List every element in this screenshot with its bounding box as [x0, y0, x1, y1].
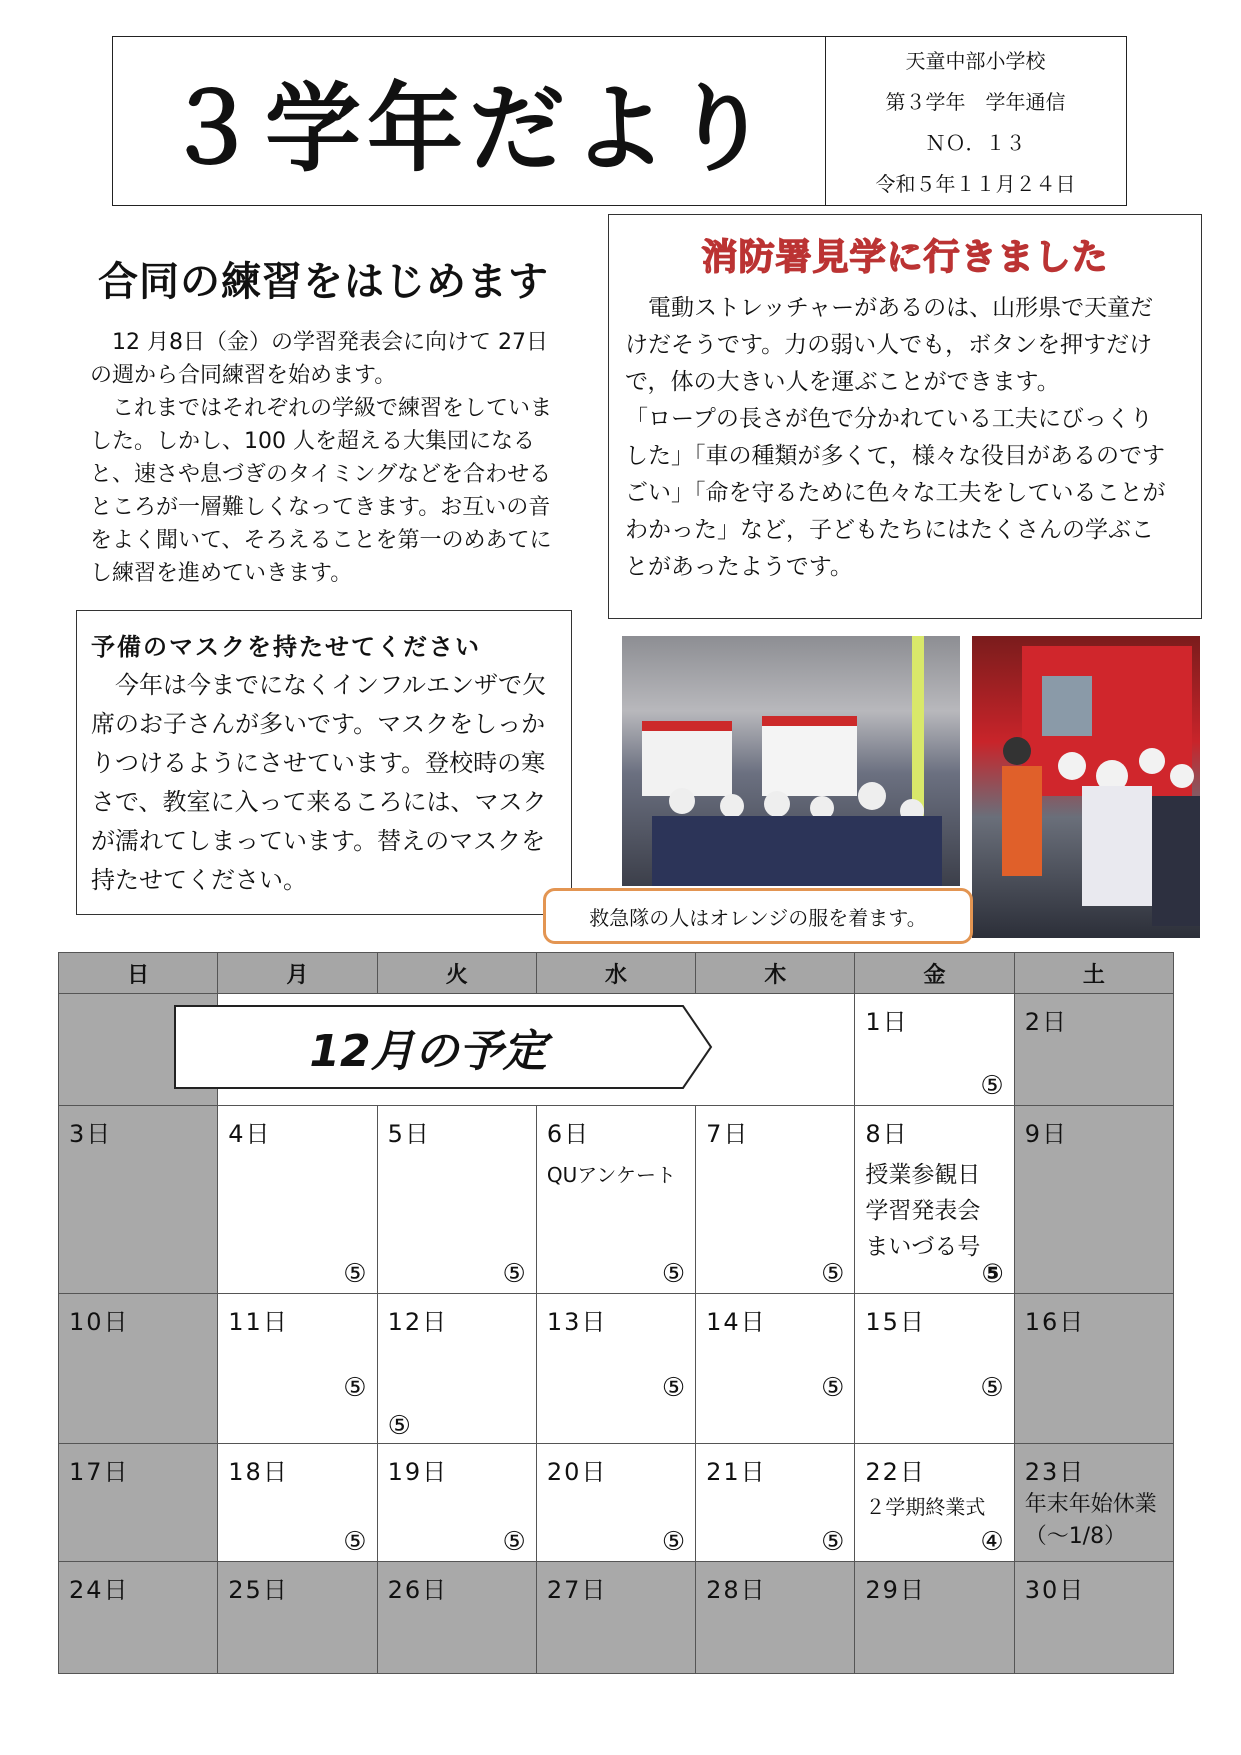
day-number: 15日: [865, 1308, 926, 1336]
day-number: 18日: [228, 1458, 289, 1486]
day-number: 11日: [228, 1308, 289, 1336]
day-number: 13日: [546, 1308, 608, 1336]
lesson-hours: ⑤: [821, 1527, 845, 1557]
calendar-cell: [696, 1294, 855, 1444]
day-number: 2日: [1024, 1008, 1068, 1036]
issue-number: ＮＯ．１３: [925, 131, 1026, 155]
calendar-cell: [1014, 1562, 1173, 1674]
fire-station-heading: 消防署見学に行きました: [701, 237, 1109, 278]
calendar-cell: [59, 1444, 218, 1562]
calendar-cell: [1014, 1294, 1173, 1444]
fire-station-line: 電動ストレッチャーがあるのは、山形県で天童だ: [625, 295, 1154, 321]
day-number: 20日: [546, 1458, 608, 1486]
calendar-week: [59, 1294, 1174, 1444]
calendar-cell: [696, 1444, 855, 1562]
weekday-header-row: [59, 953, 1174, 994]
event-text: [865, 1157, 1003, 1265]
calendar-cell: [1014, 1106, 1173, 1294]
day-number: 12日: [387, 1308, 449, 1336]
calendar-cell: [855, 1562, 1014, 1674]
fire-station-line: ごい」「命を守るために色々な工夫をしていることが: [625, 480, 1166, 506]
calendar-cell: [855, 1444, 1014, 1562]
weekday-sun: 日: [59, 953, 218, 994]
day-number: 6日: [546, 1120, 591, 1148]
mask-notice-heading: 予備のマスクを持たせてください: [91, 633, 481, 661]
day-number: 24日: [69, 1576, 130, 1604]
day-number: 5日: [387, 1120, 431, 1148]
calendar-cell: [377, 1562, 536, 1674]
calendar-week: [59, 1444, 1174, 1562]
lesson-hours: ⑤: [981, 1259, 1004, 1289]
day-number: 14日: [706, 1308, 767, 1336]
day-number: 23日: [1024, 1458, 1086, 1486]
calendar-cell: [536, 1294, 695, 1444]
newsletter-header: [112, 36, 1127, 206]
lesson-hours: ⑤: [661, 1373, 686, 1403]
plan-banner-text: 12月の予定: [309, 1026, 547, 1077]
weekday-thu: 木: [696, 953, 855, 994]
fire-station-line: 「ロープの長さが色で分かれている工夫にびっくり: [625, 406, 1153, 432]
calendar-cell: [1014, 1444, 1173, 1562]
calendar-cell: [59, 1106, 218, 1294]
lesson-hours: ⑤: [980, 1071, 1004, 1101]
mask-notice-body: 今年は今までになくインフルエンザで欠席のお子さんが多いです。マスクをしっかりつけるようにさせています。登校時の寒さで、教室に入って来るころには、マスクが濡れてしまっています。替えのマスクを持たせてください。: [91, 671, 547, 894]
issue-date: 令和５年１１月２４日: [875, 172, 1076, 196]
day-number: 3日: [69, 1120, 113, 1148]
lesson-hours: ④: [980, 1527, 1004, 1557]
event-text: QUアンケート: [546, 1163, 677, 1187]
lesson-hours: ⑤: [387, 1411, 411, 1441]
event-line: 学習発表会: [865, 1198, 981, 1224]
day-number: 9日: [1024, 1120, 1068, 1148]
calendar-cell: [377, 1294, 536, 1444]
fire-station-box: [608, 214, 1202, 619]
article-heading: 合同の練習をはじめます: [98, 259, 549, 305]
photo-caption-bubble: 救急隊の人はオレンジの服を着ます。: [543, 888, 973, 944]
day-number: 8日: [865, 1120, 909, 1148]
weekday-sat: 土: [1014, 953, 1173, 994]
day-number: 28日: [706, 1576, 767, 1604]
calendar-cell: [218, 1444, 377, 1562]
day-number: 1日: [865, 1008, 909, 1036]
photo-ambulances: [622, 636, 960, 886]
day-number: 16日: [1024, 1308, 1086, 1336]
weekday-mon: 月: [218, 953, 377, 994]
calendar-cell: [536, 1106, 695, 1294]
calendar-cell: [696, 1106, 855, 1294]
fire-station-line: した」「車の種類が多くて，様々な役目があるのです: [625, 443, 1166, 469]
calendar-cell: [218, 1106, 377, 1294]
calendar-cell: [855, 994, 1014, 1106]
day-number: 29日: [865, 1576, 926, 1604]
calendar-cell: [696, 1562, 855, 1674]
day-number: 19日: [387, 1458, 449, 1486]
day-number: 26日: [387, 1576, 449, 1604]
calendar-week: [59, 1106, 1174, 1294]
article-paragraph: これまではそれぞれの学級で練習をしていました。しかし、100 人を超える大集団になると、速さや息づぎのタイミングなどを合わせるところが一層難しくなってきます。お互いの音をよく聞いて、そろえることを第一のめあてにし練習を進めていきます。: [90, 396, 553, 586]
title-cell: [113, 37, 826, 205]
calendar-cell: [536, 1444, 695, 1562]
event-line: まいづる号: [865, 1234, 981, 1260]
calendar-cell: [536, 1562, 695, 1674]
lesson-hours: ⑤: [661, 1259, 686, 1289]
day-number: 17日: [69, 1458, 130, 1486]
fire-station-line: けだそうです。力の弱い人でも，ボタンを押すだけ: [625, 332, 1153, 358]
day-number: 21日: [706, 1458, 767, 1486]
calendar-cell: [1014, 994, 1173, 1106]
lesson-hours: ⑤: [821, 1259, 845, 1289]
calendar-cell: [377, 1444, 536, 1562]
calendar-cell: [59, 1562, 218, 1674]
weekday-fri: 金: [855, 953, 1014, 994]
lesson-hours: ⑤: [343, 1527, 367, 1557]
event-line: （～1/8）: [1024, 1524, 1127, 1549]
mask-notice-box: [76, 610, 572, 915]
event-line: 授業参観日: [865, 1162, 981, 1188]
fire-station-line: わかった」など，子どもたちにはたくさんの学ぶこ: [625, 517, 1154, 543]
calendar-cell: [218, 1562, 377, 1674]
lesson-hours: ⑤: [343, 1259, 367, 1289]
weekday-tue: 火: [377, 953, 536, 994]
day-number: 30日: [1024, 1576, 1086, 1604]
article-paragraph: 12 月8日（金）の学習発表会に向けて 27日の週から合同練習を始めます。: [90, 330, 548, 388]
fire-station-line: とがあったようです。: [625, 554, 853, 580]
article-body: [90, 326, 560, 590]
event-text: ２学期終業式: [865, 1495, 986, 1519]
calendar-cell: [855, 1106, 1014, 1294]
lesson-hours: ⑤: [661, 1527, 686, 1557]
newsletter-title: ３学年だより: [163, 72, 775, 185]
lesson-hours: ⑤: [343, 1373, 367, 1403]
photo-fire-truck: [972, 636, 1200, 938]
day-number: 25日: [228, 1576, 289, 1604]
day-number: 22日: [865, 1458, 926, 1486]
school-name: 天童中部小学校: [905, 49, 1046, 73]
lesson-hours: ⑤: [502, 1527, 526, 1557]
day-number: 27日: [546, 1576, 608, 1604]
day-number: 10日: [69, 1308, 130, 1336]
weekday-wed: 水: [536, 953, 695, 994]
calendar-cell: [855, 1294, 1014, 1444]
calendar-cell: [59, 1294, 218, 1444]
grade-line: 第３学年 学年通信: [885, 90, 1066, 114]
day-number: 4日: [228, 1120, 272, 1148]
info-cell: [825, 37, 1126, 205]
calendar-cell: [218, 1294, 377, 1444]
event-line: 年末年始休業: [1024, 1492, 1157, 1517]
fire-station-line: で，体の大きい人を運ぶことができます。: [625, 369, 1060, 395]
fire-station-body: [625, 290, 1185, 586]
calendar-cell: [377, 1106, 536, 1294]
lesson-hours: ⑤: [502, 1259, 526, 1289]
calendar-week: [59, 1562, 1174, 1674]
event-text: [1025, 1489, 1163, 1553]
lesson-hours: ⑤: [980, 1373, 1004, 1403]
day-number: 7日: [706, 1120, 750, 1148]
lesson-hours: ⑤: [821, 1373, 845, 1403]
